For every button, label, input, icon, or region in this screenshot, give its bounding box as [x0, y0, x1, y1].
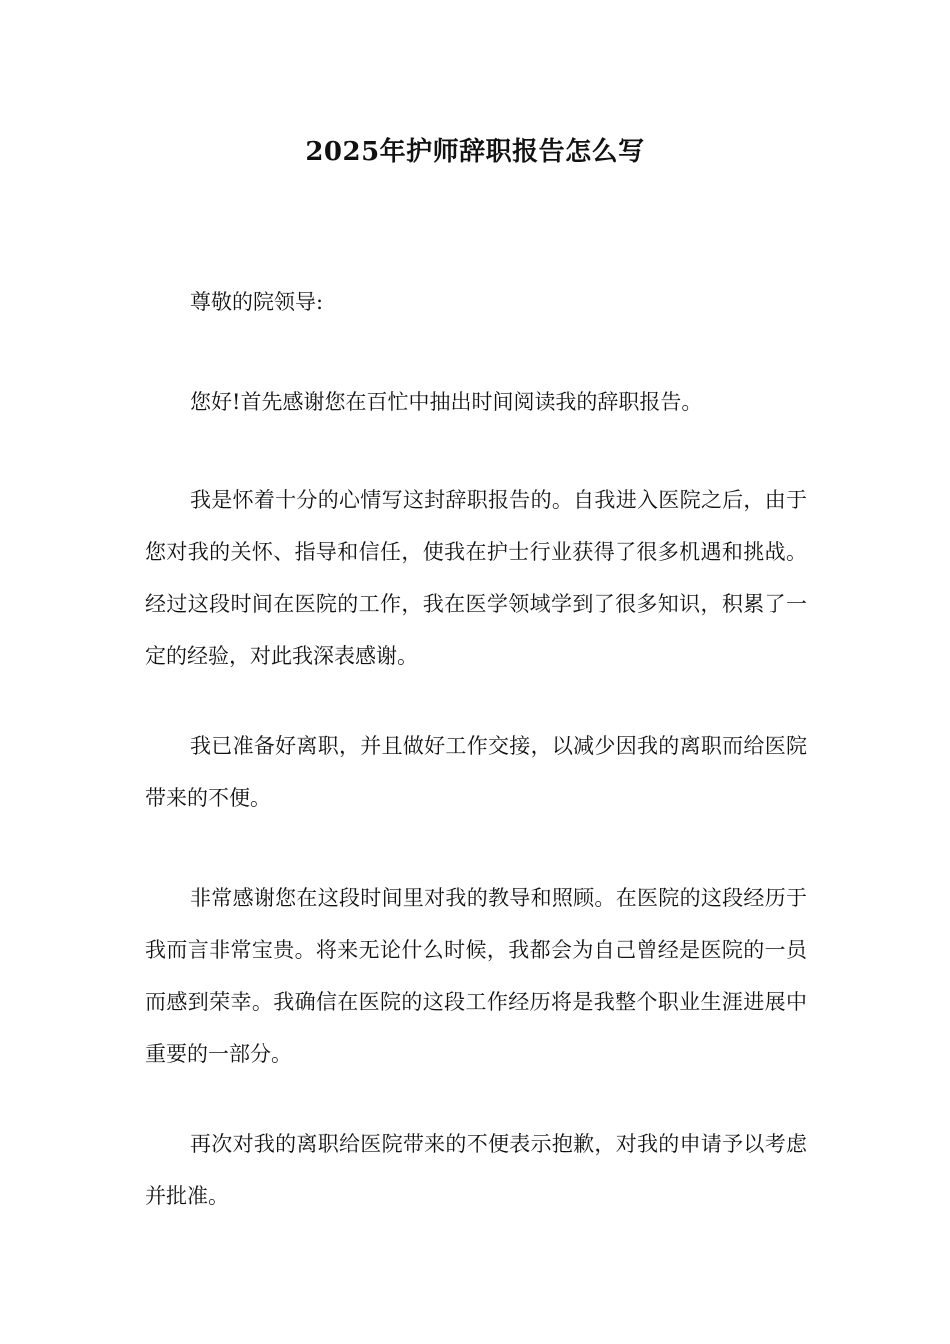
- paragraph-handover: 我已准备好离职，并且做好工作交接，以减少因我的离职而给医院带来的不便。: [145, 734, 807, 810]
- paragraph-greeting: 您好!首先感谢您在百忙中抽出时间阅读我的辞职报告。: [190, 390, 703, 414]
- paragraph-closing: 再次对我的离职给医院带来的不便表示抱歉，对我的申请予以考虑并批准。: [145, 1132, 807, 1208]
- paragraph-gratitude: 我是怀着十分的心情写这封辞职报告的。自我进入医院之后，由于您对我的关怀、指导和信任，使我在护士行业获得了很多机遇和挑战。经过这段时间在医院的工作，我在医学领域学到了很多知识，积累了一定的经验，对此我深表感谢。: [145, 488, 807, 668]
- salutation: 尊敬的院领导:: [190, 290, 324, 314]
- paragraph-thanks: 非常感谢您在这段时间里对我的教导和照顾。在医院的这段经历于我而言非常宝贵。将来无论什么时候，我都会为自己曾经是医院的一员而感到荣幸。我确信在医院的这段工作经历将是我整个职业生涯进展中重要的一部分。: [145, 886, 807, 1066]
- document-title: 2025年护师辞职报告怎么写: [305, 137, 645, 167]
